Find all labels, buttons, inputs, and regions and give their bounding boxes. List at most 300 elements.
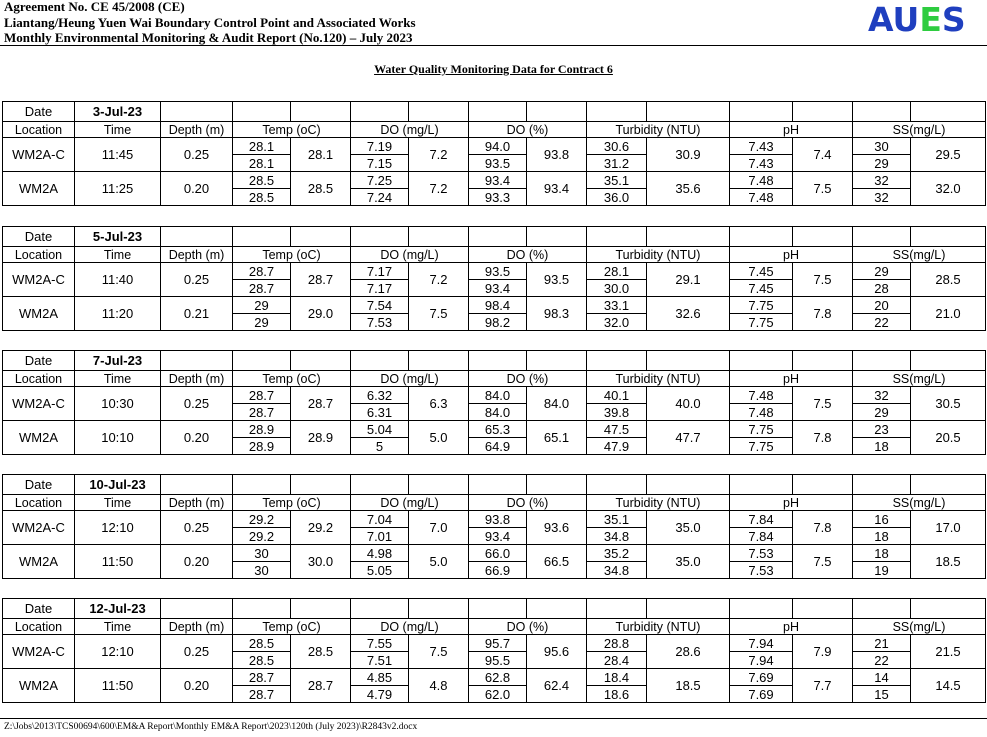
empty-cell	[911, 227, 986, 247]
location-cell: WM2A	[3, 297, 75, 331]
ss-reading: 22	[853, 314, 911, 331]
turbidity-header: Turbidity (NTU)	[587, 619, 730, 635]
turbidity-reading: 47.5	[587, 421, 647, 438]
empty-cell	[291, 102, 351, 122]
monitoring-table	[2, 101, 986, 206]
ph-reading: 7.45	[730, 280, 793, 297]
empty-cell	[161, 351, 233, 371]
empty-cell	[647, 599, 730, 619]
temp-reading: 29	[233, 297, 291, 314]
logo-letter: S	[941, 0, 966, 39]
do-mgl-average: 7.5	[409, 635, 469, 669]
ph-average: 7.7	[793, 669, 853, 703]
ss-average: 14.5	[911, 669, 986, 703]
do-mgl-header: DO (mg/L)	[351, 619, 469, 635]
location-cell: WM2A-C	[3, 635, 75, 669]
agreement-line: Agreement No. CE 45/2008 (CE)	[4, 0, 185, 14]
turbidity-reading: 34.8	[587, 528, 647, 545]
footer-rule	[0, 718, 987, 719]
empty-cell	[730, 475, 793, 495]
empty-cell	[793, 102, 853, 122]
time-cell: 11:20	[75, 297, 161, 331]
temp-average: 29.0	[291, 297, 351, 331]
empty-cell	[351, 227, 409, 247]
ss-reading: 14	[853, 669, 911, 686]
date-label: Date	[3, 475, 75, 495]
ss-average: 18.5	[911, 545, 986, 579]
date-row	[3, 475, 986, 495]
time-cell: 11:40	[75, 263, 161, 297]
temp-reading: 28.5	[233, 635, 291, 652]
do-pct-reading: 64.9	[469, 438, 527, 455]
empty-cell	[911, 599, 986, 619]
date-value: 7-Jul-23	[75, 351, 161, 371]
location-header: Location	[3, 495, 75, 511]
date-value: 3-Jul-23	[75, 102, 161, 122]
table-row	[3, 387, 986, 404]
depth-cell: 0.25	[161, 263, 233, 297]
do-mgl-reading: 7.55	[351, 635, 409, 652]
turbidity-average: 35.0	[647, 545, 730, 579]
temp-reading: 28.1	[233, 155, 291, 172]
date-row	[3, 102, 986, 122]
empty-cell	[233, 599, 291, 619]
ph-reading: 7.53	[730, 562, 793, 579]
table-row	[3, 545, 986, 562]
empty-cell	[853, 227, 911, 247]
date-value: 12-Jul-23	[75, 599, 161, 619]
temp-reading: 28.9	[233, 421, 291, 438]
temp-reading: 28.9	[233, 438, 291, 455]
depth-cell: 0.25	[161, 138, 233, 172]
ph-average: 7.4	[793, 138, 853, 172]
empty-cell	[647, 475, 730, 495]
ph-reading: 7.48	[730, 387, 793, 404]
turbidity-reading: 30.6	[587, 138, 647, 155]
turbidity-reading: 39.8	[587, 404, 647, 421]
empty-cell	[409, 227, 469, 247]
ph-reading: 7.69	[730, 686, 793, 703]
date-row	[3, 351, 986, 371]
ss-average: 32.0	[911, 172, 986, 206]
empty-cell	[647, 102, 730, 122]
temp-reading: 29	[233, 314, 291, 331]
date-label: Date	[3, 351, 75, 371]
do-mgl-reading: 6.31	[351, 404, 409, 421]
empty-cell	[469, 599, 527, 619]
ph-average: 7.5	[793, 545, 853, 579]
temp-reading: 28.7	[233, 669, 291, 686]
temp-reading: 29.2	[233, 511, 291, 528]
temp-average: 30.0	[291, 545, 351, 579]
do-mgl-reading: 7.53	[351, 314, 409, 331]
report-header	[4, 0, 416, 46]
do-mgl-reading: 5	[351, 438, 409, 455]
location-cell: WM2A	[3, 421, 75, 455]
do-pct-average: 95.6	[527, 635, 587, 669]
ph-header: pH	[730, 247, 853, 263]
time-cell: 11:50	[75, 669, 161, 703]
temp-header: Temp (oC)	[233, 619, 351, 635]
temp-average: 28.7	[291, 387, 351, 421]
do-pct-reading: 62.0	[469, 686, 527, 703]
turbidity-average: 47.7	[647, 421, 730, 455]
do-pct-reading: 84.0	[469, 404, 527, 421]
location-header: Location	[3, 122, 75, 138]
do-pct-header: DO (%)	[469, 122, 587, 138]
depth-cell: 0.20	[161, 172, 233, 206]
empty-cell	[351, 351, 409, 371]
ph-header: pH	[730, 619, 853, 635]
turbidity-reading: 34.8	[587, 562, 647, 579]
depth-header: Depth (m)	[161, 371, 233, 387]
ss-reading: 29	[853, 404, 911, 421]
ph-reading: 7.48	[730, 404, 793, 421]
empty-cell	[409, 599, 469, 619]
table-row	[3, 635, 986, 652]
logo-letter: E	[919, 0, 942, 39]
turbidity-header: Turbidity (NTU)	[587, 371, 730, 387]
turbidity-average: 32.6	[647, 297, 730, 331]
depth-cell: 0.25	[161, 511, 233, 545]
temp-average: 28.1	[291, 138, 351, 172]
monitoring-table	[2, 350, 986, 455]
table-row	[3, 511, 986, 528]
temp-header: Temp (oC)	[233, 371, 351, 387]
ph-header: pH	[730, 371, 853, 387]
empty-cell	[587, 227, 647, 247]
temp-average: 28.9	[291, 421, 351, 455]
ss-reading: 23	[853, 421, 911, 438]
do-mgl-average: 7.0	[409, 511, 469, 545]
time-cell: 12:10	[75, 635, 161, 669]
date-label: Date	[3, 102, 75, 122]
do-mgl-reading: 5.05	[351, 562, 409, 579]
do-pct-reading: 66.0	[469, 545, 527, 562]
ph-reading: 7.84	[730, 528, 793, 545]
turbidity-reading: 32.0	[587, 314, 647, 331]
location-header: Location	[3, 247, 75, 263]
ph-reading: 7.53	[730, 545, 793, 562]
do-pct-reading: 84.0	[469, 387, 527, 404]
do-mgl-reading: 7.25	[351, 172, 409, 189]
time-header: Time	[75, 247, 161, 263]
date-label: Date	[3, 599, 75, 619]
do-pct-average: 98.3	[527, 297, 587, 331]
depth-cell: 0.20	[161, 669, 233, 703]
empty-cell	[527, 475, 587, 495]
do-mgl-reading: 7.51	[351, 652, 409, 669]
ss-average: 30.5	[911, 387, 986, 421]
empty-cell	[587, 351, 647, 371]
ph-header: pH	[730, 495, 853, 511]
ss-average: 17.0	[911, 511, 986, 545]
ss-header: SS(mg/L)	[853, 122, 986, 138]
location-cell: WM2A	[3, 669, 75, 703]
do-pct-average: 65.1	[527, 421, 587, 455]
temp-reading: 28.7	[233, 263, 291, 280]
depth-cell: 0.25	[161, 387, 233, 421]
location-header: Location	[3, 619, 75, 635]
ss-header: SS(mg/L)	[853, 619, 986, 635]
empty-cell	[351, 475, 409, 495]
ph-reading: 7.75	[730, 438, 793, 455]
ss-header: SS(mg/L)	[853, 495, 986, 511]
time-cell: 12:10	[75, 511, 161, 545]
empty-cell	[161, 227, 233, 247]
do-mgl-reading: 7.19	[351, 138, 409, 155]
ss-reading: 28	[853, 280, 911, 297]
do-pct-reading: 66.9	[469, 562, 527, 579]
ph-reading: 7.48	[730, 172, 793, 189]
do-pct-header: DO (%)	[469, 495, 587, 511]
ph-reading: 7.45	[730, 263, 793, 280]
location-header: Location	[3, 371, 75, 387]
empty-cell	[853, 599, 911, 619]
depth-header: Depth (m)	[161, 619, 233, 635]
do-mgl-header: DO (mg/L)	[351, 122, 469, 138]
header-row	[3, 495, 986, 511]
empty-cell	[911, 102, 986, 122]
do-mgl-average: 7.2	[409, 138, 469, 172]
temp-average: 28.5	[291, 172, 351, 206]
ss-reading: 15	[853, 686, 911, 703]
ph-average: 7.5	[793, 263, 853, 297]
temp-reading: 28.1	[233, 138, 291, 155]
ph-average: 7.5	[793, 387, 853, 421]
empty-cell	[527, 102, 587, 122]
empty-cell	[233, 351, 291, 371]
empty-cell	[291, 351, 351, 371]
do-mgl-reading: 7.17	[351, 263, 409, 280]
depth-cell: 0.25	[161, 635, 233, 669]
empty-cell	[469, 351, 527, 371]
date-label: Date	[3, 227, 75, 247]
table-row	[3, 669, 986, 686]
temp-average: 28.7	[291, 263, 351, 297]
table-row	[3, 138, 986, 155]
empty-cell	[527, 599, 587, 619]
empty-cell	[587, 102, 647, 122]
ss-reading: 16	[853, 511, 911, 528]
empty-cell	[853, 475, 911, 495]
do-pct-reading: 93.4	[469, 280, 527, 297]
empty-cell	[647, 351, 730, 371]
turbidity-header: Turbidity (NTU)	[587, 122, 730, 138]
do-pct-reading: 98.2	[469, 314, 527, 331]
ss-reading: 18	[853, 545, 911, 562]
empty-cell	[647, 227, 730, 247]
depth-header: Depth (m)	[161, 247, 233, 263]
do-pct-header: DO (%)	[469, 619, 587, 635]
ss-reading: 32	[853, 172, 911, 189]
do-pct-reading: 93.5	[469, 155, 527, 172]
do-pct-average: 93.6	[527, 511, 587, 545]
turbidity-average: 30.9	[647, 138, 730, 172]
ss-average: 29.5	[911, 138, 986, 172]
turbidity-reading: 18.4	[587, 669, 647, 686]
empty-cell	[730, 227, 793, 247]
empty-cell	[291, 475, 351, 495]
ph-reading: 7.94	[730, 652, 793, 669]
depth-cell: 0.21	[161, 297, 233, 331]
date-value: 10-Jul-23	[75, 475, 161, 495]
ss-reading: 32	[853, 387, 911, 404]
turbidity-average: 18.5	[647, 669, 730, 703]
do-mgl-reading: 7.17	[351, 280, 409, 297]
empty-cell	[409, 102, 469, 122]
header-row	[3, 247, 986, 263]
location-cell: WM2A	[3, 172, 75, 206]
do-mgl-average: 4.8	[409, 669, 469, 703]
ph-average: 7.5	[793, 172, 853, 206]
do-pct-reading: 65.3	[469, 421, 527, 438]
time-header: Time	[75, 619, 161, 635]
empty-cell	[409, 475, 469, 495]
empty-cell	[409, 351, 469, 371]
ss-reading: 19	[853, 562, 911, 579]
empty-cell	[351, 102, 409, 122]
do-pct-average: 93.5	[527, 263, 587, 297]
depth-header: Depth (m)	[161, 495, 233, 511]
header-row	[3, 122, 986, 138]
file-path-footer: Z:\Jobs\2013\TCS00694\600\EM&A Report\Monthly EM&A Report\2023\120th (July 2023)\R2843v2.docx	[4, 722, 418, 732]
empty-cell	[233, 102, 291, 122]
ss-reading: 22	[853, 652, 911, 669]
empty-cell	[853, 351, 911, 371]
logo-letter: A	[868, 0, 893, 39]
temp-average: 29.2	[291, 511, 351, 545]
temp-reading: 28.5	[233, 652, 291, 669]
do-pct-average: 93.8	[527, 138, 587, 172]
temp-reading: 28.7	[233, 404, 291, 421]
empty-cell	[793, 227, 853, 247]
do-mgl-reading: 7.24	[351, 189, 409, 206]
ss-reading: 21	[853, 635, 911, 652]
date-row	[3, 227, 986, 247]
do-mgl-reading: 7.15	[351, 155, 409, 172]
table-row	[3, 172, 986, 189]
empty-cell	[469, 475, 527, 495]
do-mgl-reading: 4.79	[351, 686, 409, 703]
do-pct-header: DO (%)	[469, 371, 587, 387]
do-mgl-average: 7.5	[409, 297, 469, 331]
turbidity-average: 35.6	[647, 172, 730, 206]
turbidity-reading: 35.2	[587, 545, 647, 562]
temp-header: Temp (oC)	[233, 247, 351, 263]
table-row	[3, 263, 986, 280]
table-row	[3, 297, 986, 314]
do-pct-reading: 93.5	[469, 263, 527, 280]
turbidity-reading: 18.6	[587, 686, 647, 703]
depth-header: Depth (m)	[161, 122, 233, 138]
do-pct-reading: 98.4	[469, 297, 527, 314]
do-pct-reading: 93.8	[469, 511, 527, 528]
ph-average: 7.8	[793, 511, 853, 545]
empty-cell	[527, 227, 587, 247]
do-pct-header: DO (%)	[469, 247, 587, 263]
do-mgl-average: 7.2	[409, 172, 469, 206]
date-value: 5-Jul-23	[75, 227, 161, 247]
do-pct-reading: 93.4	[469, 172, 527, 189]
table-row	[3, 421, 986, 438]
report-line: Monthly Environmental Monitoring & Audit Report (No.120) – July 2023	[4, 30, 413, 45]
ph-reading: 7.84	[730, 511, 793, 528]
ph-reading: 7.75	[730, 297, 793, 314]
empty-cell	[793, 599, 853, 619]
temp-reading: 28.5	[233, 172, 291, 189]
empty-cell	[351, 599, 409, 619]
ss-average: 20.5	[911, 421, 986, 455]
empty-cell	[730, 102, 793, 122]
empty-cell	[793, 475, 853, 495]
turbidity-average: 28.6	[647, 635, 730, 669]
do-mgl-reading: 7.54	[351, 297, 409, 314]
ss-reading: 29	[853, 263, 911, 280]
header-row	[3, 619, 986, 635]
ph-reading: 7.69	[730, 669, 793, 686]
empty-cell	[911, 475, 986, 495]
do-pct-reading: 93.3	[469, 189, 527, 206]
location-cell: WM2A-C	[3, 263, 75, 297]
empty-cell	[587, 475, 647, 495]
ph-reading: 7.94	[730, 635, 793, 652]
turbidity-average: 35.0	[647, 511, 730, 545]
do-pct-reading: 62.8	[469, 669, 527, 686]
turbidity-reading: 31.2	[587, 155, 647, 172]
ss-average: 21.0	[911, 297, 986, 331]
empty-cell	[161, 475, 233, 495]
ss-average: 21.5	[911, 635, 986, 669]
temp-reading: 30	[233, 562, 291, 579]
empty-cell	[469, 102, 527, 122]
monitoring-table	[2, 226, 986, 331]
ss-reading: 29	[853, 155, 911, 172]
temp-header: Temp (oC)	[233, 495, 351, 511]
ph-reading: 7.75	[730, 314, 793, 331]
empty-cell	[469, 227, 527, 247]
page-title	[0, 62, 987, 77]
do-mgl-header: DO (mg/L)	[351, 371, 469, 387]
ss-reading: 20	[853, 297, 911, 314]
do-pct-average: 62.4	[527, 669, 587, 703]
do-mgl-average: 5.0	[409, 545, 469, 579]
empty-cell	[527, 351, 587, 371]
empty-cell	[587, 599, 647, 619]
location-cell: WM2A	[3, 545, 75, 579]
empty-cell	[793, 351, 853, 371]
temp-reading: 28.5	[233, 189, 291, 206]
temp-reading: 30	[233, 545, 291, 562]
temp-reading: 28.7	[233, 686, 291, 703]
do-pct-average: 93.4	[527, 172, 587, 206]
time-cell: 10:10	[75, 421, 161, 455]
ph-reading: 7.43	[730, 138, 793, 155]
turbidity-reading: 35.1	[587, 172, 647, 189]
do-mgl-reading: 6.32	[351, 387, 409, 404]
temp-reading: 28.7	[233, 280, 291, 297]
ph-reading: 7.48	[730, 189, 793, 206]
do-pct-reading: 94.0	[469, 138, 527, 155]
do-mgl-average: 5.0	[409, 421, 469, 455]
temp-header: Temp (oC)	[233, 122, 351, 138]
temp-average: 28.7	[291, 669, 351, 703]
empty-cell	[233, 475, 291, 495]
header-row	[3, 371, 986, 387]
do-mgl-average: 7.2	[409, 263, 469, 297]
do-mgl-reading: 4.85	[351, 669, 409, 686]
project-line: Liantang/Heung Yuen Wai Boundary Control Point and Associated Works	[4, 14, 416, 30]
